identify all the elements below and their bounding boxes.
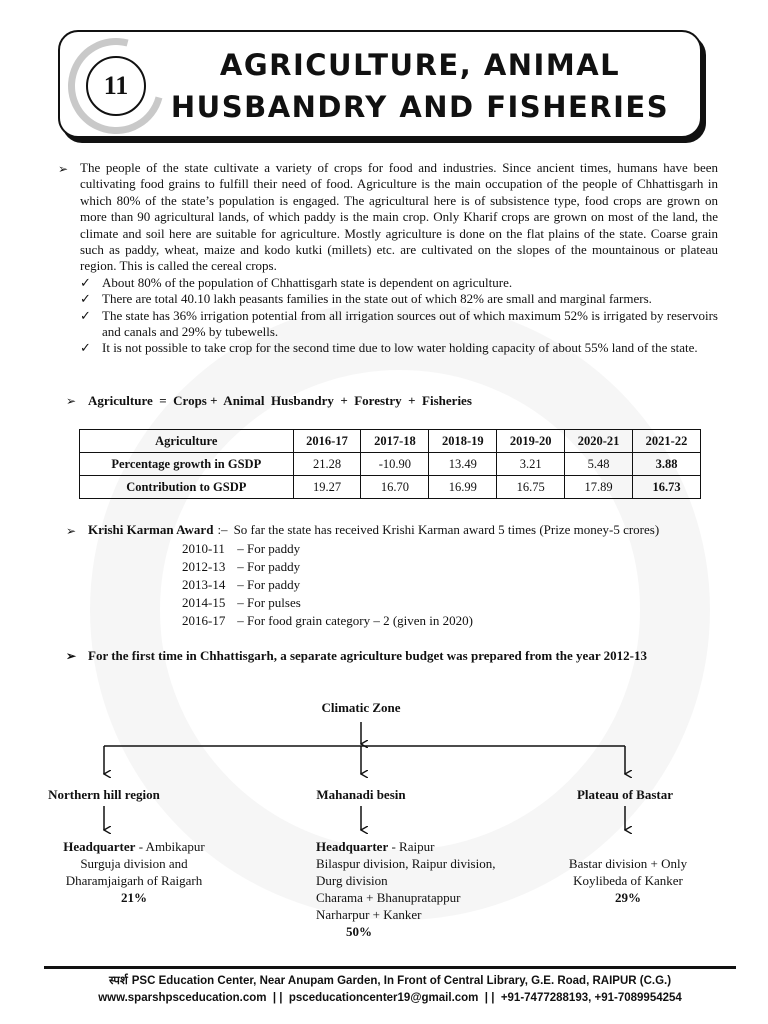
budget-note: ➢ For the first time in Chhattisgarh, a separate agriculture budget was prepared from the year 2012-13 — [66, 648, 647, 663]
zone-bastar-details: Bastar division + Only Koylibeda of Kanker 29% — [538, 855, 718, 906]
list-item: ✓ There are total 40.10 lakh peasants families in the state out of which 82% are small and marginal farmers. — [80, 291, 652, 307]
intro-paragraph: The people of the state cultivate a variety of crops for food and industries. Since ancient times, humans have been cultivating food grains to fulfill their need of food. Agriculture is the main occupation of the people of Chhattisgarh in which 80% of the state’s population is engaged. The agricultural here is of subsistence type, food crops are grown on more than 90 agricultural lands, of which paddy is the main crop. Only Kharif crops are grown on most of the land, the climate and soil here are suitable for agriculture. Mostly agriculture is done on the flat plains of the state. Coarse grain such as paddy, wheat, maize and kodo kutki (millets) etc. are cultivated on the slopes of the mountainous or plateau region. This is called the cereal crops. — [80, 160, 718, 274]
table-header-row — [80, 430, 701, 453]
table-row — [80, 453, 701, 476]
award-separator: :– — [217, 522, 228, 537]
checkmark-icon: ✓ — [80, 291, 91, 307]
chapter-title-line2: HUSBANDRY AND FISHERIES — [170, 90, 670, 124]
krishi-karman-award — [66, 521, 659, 630]
page-footer — [44, 972, 736, 1007]
table-cell: 19.27 — [293, 476, 361, 499]
arrow-bullet-icon: ➢ — [66, 649, 77, 663]
gsdp-table — [79, 429, 701, 499]
arrow-bullet-icon: ➢ — [58, 162, 69, 176]
table-cell: 16.99 — [429, 476, 497, 499]
table-header-cell: Agriculture — [80, 430, 294, 453]
award-text: So far the state has received Krishi Karman award 5 times (Prize money-5 crores) — [233, 522, 660, 537]
table-header-cell: 2016-17 — [293, 430, 361, 453]
chapter-title — [160, 44, 680, 128]
agriculture-formula: ➢ Agriculture = Crops + Animal Husbandry + Forestry + Fisheries — [66, 393, 472, 408]
table-cell: 5.48 — [565, 453, 633, 476]
arrow-bullet-icon: ➢ — [66, 524, 77, 538]
zone-northern-hill-title: Northern hill region — [48, 787, 160, 802]
zone-percent: 50% — [346, 924, 372, 939]
list-item: 2010-11 – For paddy — [182, 541, 301, 556]
zone-northern-hill-details: Headquarter - Ambikapur Surguja division and Dharamjaigarh of Raigarh 21% — [44, 838, 224, 906]
checkmark-icon: ✓ — [80, 307, 91, 323]
footer-contact: www.sparshpsceducation.com | | psceducationcenter19@gmail.com | | +91-7477288193, +91-7089954254 — [98, 992, 682, 1004]
list-item: 2014-15 – For pulses — [182, 595, 301, 610]
checkmark-icon: ✓ — [80, 340, 91, 356]
table-cell: 17.89 — [565, 476, 633, 499]
zone-mahanadi-details: Headquarter - Raipur Bilaspur division, Raipur division, Durg division Charama + Bhanupratappur Narharpur + Kanker 50% — [316, 838, 536, 940]
table-header-cell: 2020-21 — [565, 430, 633, 453]
table-row-label: Percentage growth in GSDP — [80, 453, 294, 476]
table-row — [80, 476, 701, 499]
table-cell: 16.70 — [361, 476, 429, 499]
arrow-bullet-icon: ➢ — [66, 394, 77, 408]
table-cell: 21.28 — [293, 453, 361, 476]
intro-section — [58, 160, 718, 357]
chapter-number: 11 — [86, 56, 146, 116]
list-item: ✓ About 80% of the population of Chhattisgarh state is dependent on agriculture. — [80, 274, 513, 290]
zone-bastar-title: Plateau of Bastar — [576, 787, 674, 802]
footer-address: PSC Education Center, Near Anupam Garden, In Front of Central Library, G.E. Road, RAIPUR (C.G.) — [131, 975, 672, 987]
footer-brand: स्पर्श — [108, 973, 128, 987]
chapter-title-line1: AGRICULTURE, ANIMAL — [219, 48, 621, 82]
table-header-cell: 2017-18 — [361, 430, 429, 453]
zone-mahanadi-title: Mahanadi besin — [316, 787, 406, 802]
list-item: 2013-14 – For paddy — [182, 577, 301, 592]
zone-percent: 21% — [121, 890, 147, 905]
table-cell: 3.88 — [633, 453, 701, 476]
table-row-label: Contribution to GSDP — [80, 476, 294, 499]
table-cell: 16.75 — [497, 476, 565, 499]
zone-percent: 29% — [615, 890, 641, 905]
table-header-cell: 2019-20 — [497, 430, 565, 453]
table-cell: 13.49 — [429, 453, 497, 476]
table-header-cell: 2018-19 — [429, 430, 497, 453]
list-item: ✓ The state has 36% irrigation potential from all irrigation sources out of which maximum 52% is irrigated by reservoirs and canals and 29% by tubewells. — [80, 307, 718, 340]
checkmark-icon: ✓ — [80, 274, 91, 290]
climatic-zone-title: Climatic Zone — [321, 700, 401, 715]
award-title: Krishi Karman Award — [88, 522, 214, 537]
list-item: 2016-17 – For food grain category – 2 (given in 2020) — [182, 613, 474, 628]
list-item: 2012-13 – For paddy — [182, 559, 301, 574]
table-header-cell: 2021-22 — [633, 430, 701, 453]
table-cell: 16.73 — [633, 476, 701, 499]
table-cell: 3.21 — [497, 453, 565, 476]
footer-divider — [44, 966, 736, 969]
fact-checklist — [80, 275, 718, 357]
table-cell: -10.90 — [361, 453, 429, 476]
award-list — [182, 540, 659, 630]
list-item: ✓ It is not possible to take crop for the second time due to low water holding capacity of about 55% land of the state. — [80, 340, 698, 356]
